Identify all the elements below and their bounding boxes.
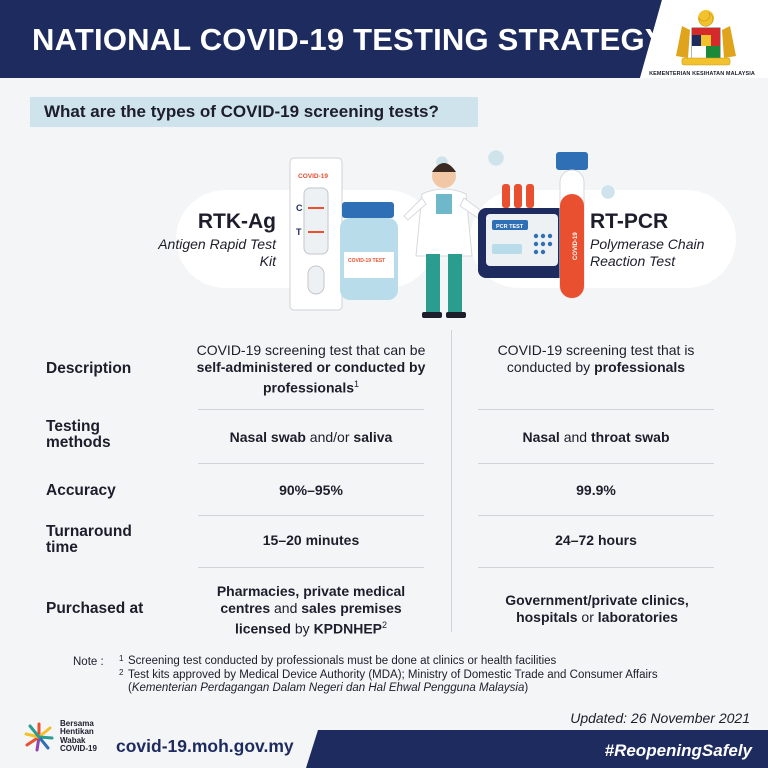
rtk-ag-accuracy: 90%–95% xyxy=(279,482,343,498)
page-title: NATIONAL COVID-19 TESTING STRATEGY xyxy=(32,22,666,57)
footnote-2: 2 Test kits approved by Medical Device Authority (MDA); Ministry of Domestic Trade and Consumer Affairs (Kementerian Perdagangan Dalam Negeri dan Hal Ehwal Pengguna Malaysia) xyxy=(119,668,658,694)
rt-pcr-description-text: COVID-19 screening test that is conducted by xyxy=(497,342,695,375)
rt-pcr-turnaround-time: 24–72 hours xyxy=(555,532,637,548)
footnote-marker-2: 2 xyxy=(382,620,388,630)
row-label-purchased-at: Purchased at xyxy=(46,600,144,617)
rt-pcr-testing-methods: Nasal and throat swab xyxy=(522,429,670,445)
rtk-ag-testing-methods: Nasal swab and/or saliva xyxy=(229,429,393,445)
tube-label: COVID-19 xyxy=(573,232,579,260)
ministry-name: KEMENTERIAN KESIHATAN MALAYSIA xyxy=(649,71,755,77)
rtk-ag-description-text: COVID-19 screening test that can be xyxy=(196,342,426,358)
footnote-1: 1 Screening test conducted by professionals must be done at clinics or health facilities xyxy=(119,654,557,667)
hashtag: #ReopeningSafely xyxy=(604,741,752,760)
row-divider xyxy=(478,409,714,410)
footnote-2-number: 2 xyxy=(119,668,124,677)
column-divider xyxy=(451,330,452,632)
rt-pcr-description-bold: professionals xyxy=(594,359,686,375)
kit-c-label: C xyxy=(296,203,303,213)
row-label-turnaround-time: Turnaround time xyxy=(46,523,132,556)
rtk-ag-name: RTK-Ag xyxy=(197,210,276,233)
pcr-machine-label: PCR TEST xyxy=(496,224,524,230)
row-divider xyxy=(478,463,714,464)
row-label-testing-methods: Testing methods xyxy=(46,418,111,451)
updated-date: Updated: 26 November 2021 xyxy=(570,710,750,726)
row-divider xyxy=(198,515,424,516)
rtk-ag-description xyxy=(184,342,438,397)
rt-pcr-subtitle: Polymerase Chain Reaction Test xyxy=(590,236,705,269)
rtk-ag-turnaround-time: 15–20 minutes xyxy=(262,532,360,548)
website-link[interactable]: covid-19.moh.gov.my xyxy=(116,736,294,756)
row-divider xyxy=(198,567,424,568)
rt-pcr-purchase-location: Government/private clinics, hospitals or laboratories xyxy=(505,592,689,625)
testing-illustration xyxy=(286,150,616,326)
row-divider xyxy=(478,515,714,516)
footnote-marker-1: 1 xyxy=(354,379,360,389)
kit-t-label: T xyxy=(296,227,302,237)
rtk-ag-purchase-location: Pharmacies, private medical centres and sales premises licensed by KPDNHEP$^2$ xyxy=(216,583,406,637)
row-divider xyxy=(198,409,424,410)
row-label-accuracy: Accuracy xyxy=(46,482,116,499)
malaysia-coat-of-arms-logo xyxy=(668,8,744,70)
row-label-description: Description xyxy=(46,360,132,377)
rtk-ag-subtitle: Antigen Rapid Test Kit xyxy=(158,236,276,269)
bottle-label: COVID-19 TEST xyxy=(348,258,386,264)
notes-heading: Note : xyxy=(73,656,104,668)
row-divider xyxy=(198,463,424,464)
section-question: What are the types of COVID-19 screening tests? xyxy=(30,97,478,127)
rtk-ag-description-bold: self-administered or conducted by professionals xyxy=(196,359,426,396)
rt-pcr-description xyxy=(466,342,726,376)
footnote-1-number: 1 xyxy=(119,654,124,663)
footer-logo-text: Bersama Hentikan Wabak COVID-19 xyxy=(60,719,97,754)
kit-label: COVID-19 xyxy=(298,173,328,180)
rt-pcr-name: RT-PCR xyxy=(590,210,669,233)
rt-pcr-accuracy: 99.9% xyxy=(576,482,616,498)
row-divider xyxy=(478,567,714,568)
bersama-hentikan-wabak-logo xyxy=(24,722,54,752)
